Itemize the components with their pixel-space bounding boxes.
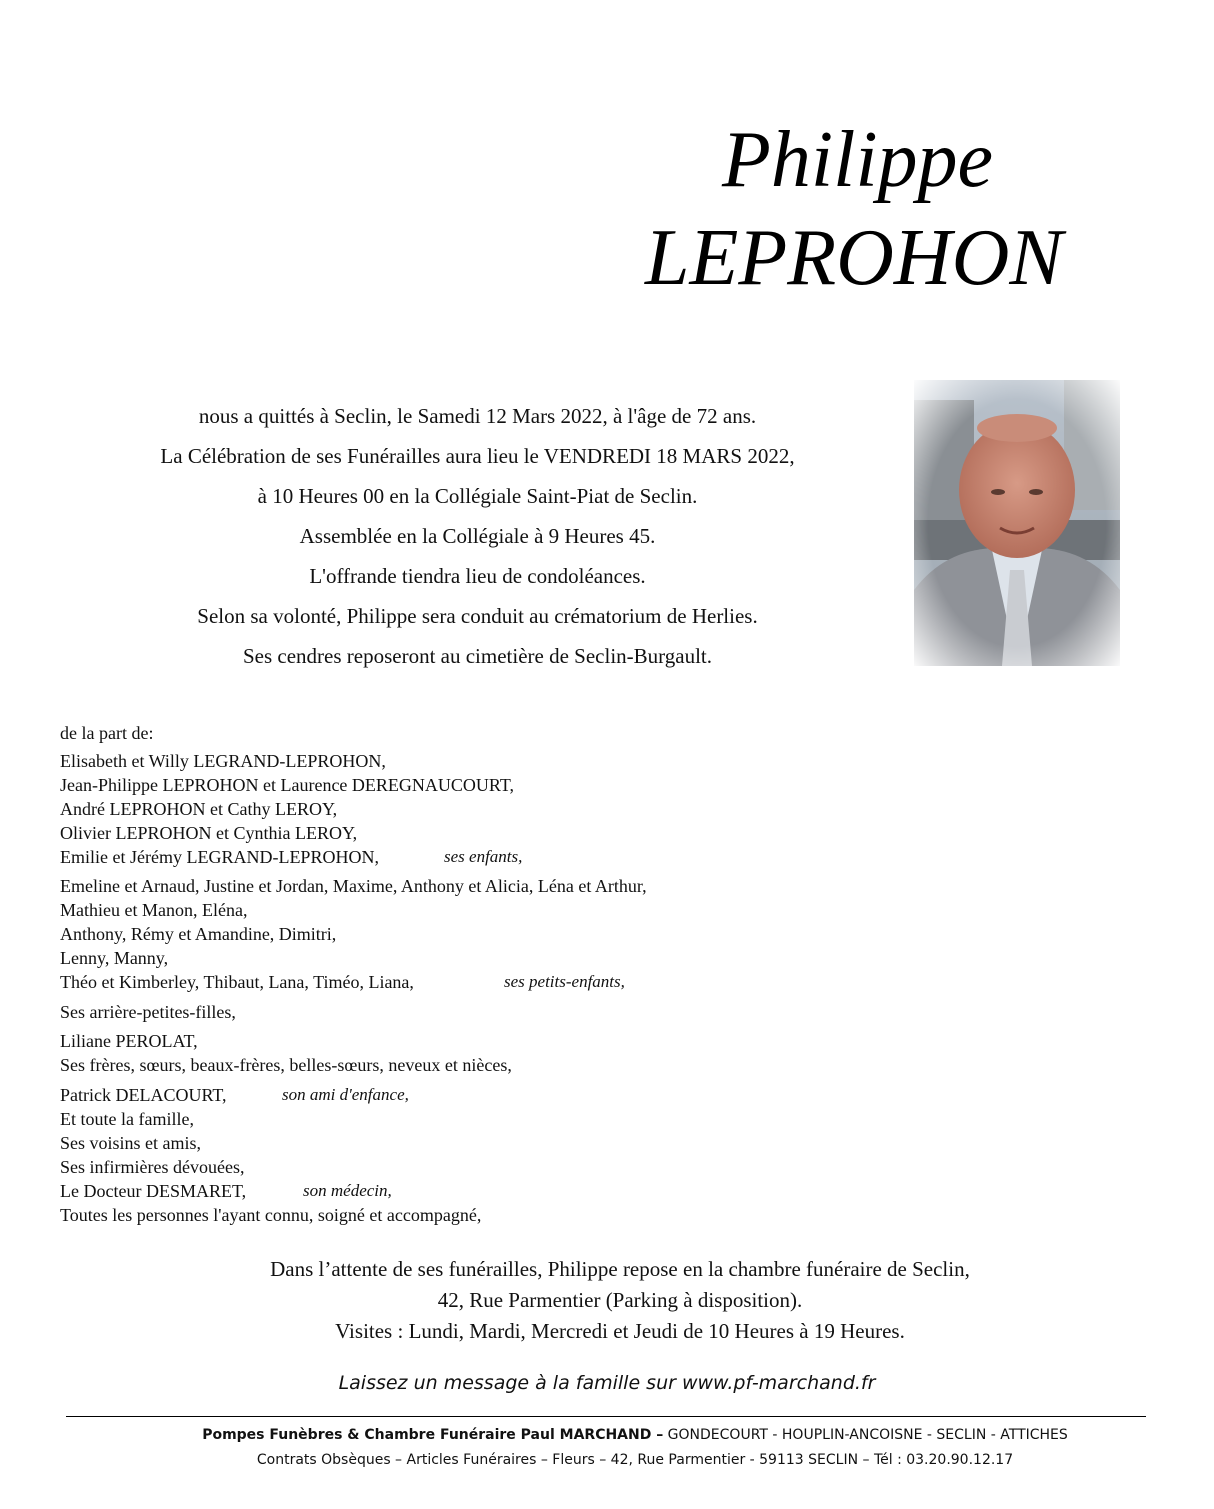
family-grandchild: Mathieu et Manon, Eléna,	[60, 900, 248, 920]
friend-role: son ami d'enfance,	[282, 1085, 409, 1104]
family-child: Jean-Philippe LEPROHON et Laurence DEREGNAUCOURT,	[60, 775, 514, 795]
announcement-line: La Célébration de ses Funérailles aura lieu le VENDREDI 18 MARS 2022,	[160, 444, 795, 468]
family-grandchild: Emeline et Arnaud, Justine et Jordan, Maxime, Anthony et Alicia, Léna et Arthur,	[60, 876, 647, 896]
family-child: André LEPROHON et Cathy LEROY,	[60, 799, 338, 819]
deceased-first-name: Philippe	[722, 116, 994, 204]
announcement-line: Assemblée en la Collégiale à 9 Heures 45.	[299, 524, 656, 548]
family-intro: de la part de:	[60, 723, 154, 743]
footer-services: Contrats Obsèques – Articles Funéraires – Fleurs – 42, Rue Parmentier - 59113 SECLIN – Tél : 03.20.90.12.17	[256, 1452, 1014, 1468]
repose-line: 42, Rue Parmentier (Parking à disposition).	[437, 1288, 803, 1312]
portrait-illustration	[914, 380, 1120, 666]
portrait-photo	[914, 380, 1120, 666]
family-child: Elisabeth et Willy LEGRAND-LEPROHON,	[60, 751, 386, 771]
announcement-line: L'offrande tiendra lieu de condoléances.	[309, 564, 646, 588]
family-grandchild: Anthony, Rémy et Amandine, Dimitri,	[60, 924, 337, 944]
grandchildren-role: ses petits-enfants,	[504, 972, 625, 991]
family-other: Ses voisins et amis,	[60, 1133, 202, 1153]
repose-line: Visites : Lundi, Mardi, Mercredi et Jeudi de 10 Heures à 19 Heures.	[335, 1319, 905, 1343]
deceased-last-name: LEPROHON	[645, 214, 1063, 302]
announcement-line: Ses cendres reposeront au cimetière de Seclin-Burgault.	[242, 644, 713, 668]
footer-divider	[66, 1416, 1146, 1417]
family-child: Olivier LEPROHON et Cynthia LEROY,	[60, 823, 358, 843]
website-message: Laissez un message à la famille sur www.pf-marchand.fr	[338, 1372, 876, 1394]
family-grandchild: Lenny, Manny,	[60, 948, 169, 968]
family-doctor: Le Docteur DESMARET,	[60, 1181, 247, 1201]
family-grandchild: Théo et Kimberley, Thibaut, Lana, Timéo, Liana,	[60, 972, 414, 992]
family-other: Ses infirmières dévouées,	[60, 1157, 245, 1177]
children-role: ses enfants,	[444, 847, 523, 866]
footer-company-line	[0, 1427, 1214, 1443]
family-friend: Patrick DELACOURT,	[60, 1085, 227, 1105]
footer-locations: GONDECOURT - HOUPLIN-ANCOISNE - SECLIN - ATTICHES	[663, 1427, 1068, 1443]
doctor-role: son médecin,	[303, 1181, 392, 1200]
announcement-line: nous a quittés à Seclin, le Samedi 12 Mars 2022, à l'âge de 72 ans.	[198, 404, 757, 428]
family-child: Emilie et Jérémy LEGRAND-LEPROHON,	[60, 847, 379, 867]
family-sibling: Ses frères, sœurs, beaux-frères, belles-sœurs, neveux et nièces,	[60, 1055, 512, 1075]
family-great-grandchildren: Ses arrière-petites-filles,	[60, 1002, 236, 1022]
repose-line: Dans l’attente de ses funérailles, Philippe repose en la chambre funéraire de Seclin,	[270, 1257, 970, 1281]
footer-company: Pompes Funèbres & Chambre Funéraire Paul MARCHAND –	[202, 1427, 664, 1443]
announcement-line: Selon sa volonté, Philippe sera conduit au crématorium de Herlies.	[197, 604, 758, 628]
family-sibling: Liliane PEROLAT,	[60, 1031, 198, 1051]
family-other: Et toute la famille,	[60, 1109, 194, 1129]
announcement-line: à 10 Heures 00 en la Collégiale Saint-Piat de Seclin.	[257, 484, 698, 508]
family-closing: Toutes les personnes l'ayant connu, soigné et accompagné,	[60, 1205, 482, 1225]
